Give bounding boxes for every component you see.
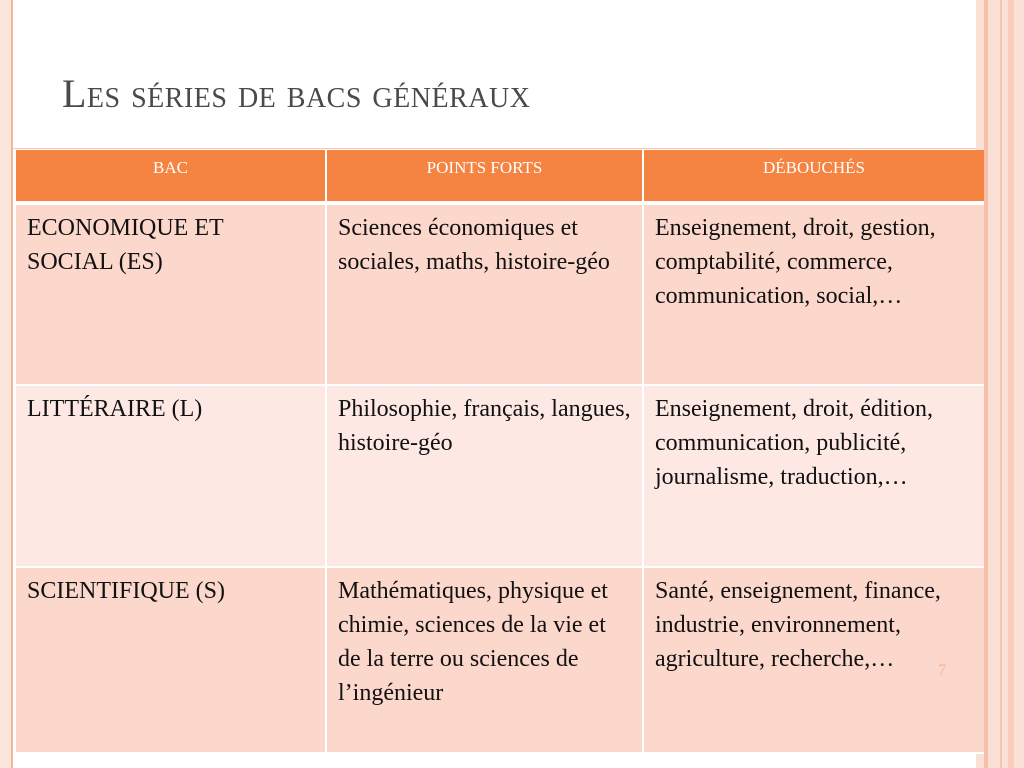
right-decorative-stripe xyxy=(1008,0,1014,768)
table-row xyxy=(16,567,984,753)
table-row xyxy=(16,385,984,567)
cell-points-forts: Mathématiques, physique et chimie, sciences de la vie et de la terre ou sciences de l’ingénieur xyxy=(326,567,643,753)
cell-debouches: Santé, enseignement, finance, industrie, environnement, agriculture, recherche,… xyxy=(643,567,984,753)
slide-title: Les séries de bacs généraux xyxy=(62,71,531,116)
cell-bac: LITTÉRAIRE (L) xyxy=(16,385,326,567)
page-number: 7 xyxy=(938,662,946,679)
cell-points-forts: Philosophie, français, langues, histoire-géo xyxy=(326,385,643,567)
cell-debouches: Enseignement, droit, gestion, comptabilité, commerce, communication, social,… xyxy=(643,203,984,385)
cell-debouches: Enseignement, droit, édition, communication, publicité, journalisme, traduction,… xyxy=(643,385,984,567)
table-row xyxy=(16,203,984,385)
header-bac: BAC xyxy=(16,150,326,203)
left-decorative-line xyxy=(11,0,13,768)
cell-bac: SCIENTIFIQUE (S) xyxy=(16,567,326,753)
cell-bac: ECONOMIQUE ET SOCIAL (ES) xyxy=(16,203,326,385)
right-decorative-stripe xyxy=(984,0,988,768)
header-debouches: DÉBOUCHÉS xyxy=(643,150,984,203)
cell-points-forts: Sciences économiques et sociales, maths, histoire-géo xyxy=(326,203,643,385)
header-points-forts: POINTS FORTS xyxy=(326,150,643,203)
title-divider xyxy=(13,148,976,149)
right-decorative-stripe xyxy=(1000,0,1002,768)
bac-series-table xyxy=(16,150,984,754)
table-header-row xyxy=(16,150,984,203)
left-decorative-border xyxy=(0,0,11,768)
